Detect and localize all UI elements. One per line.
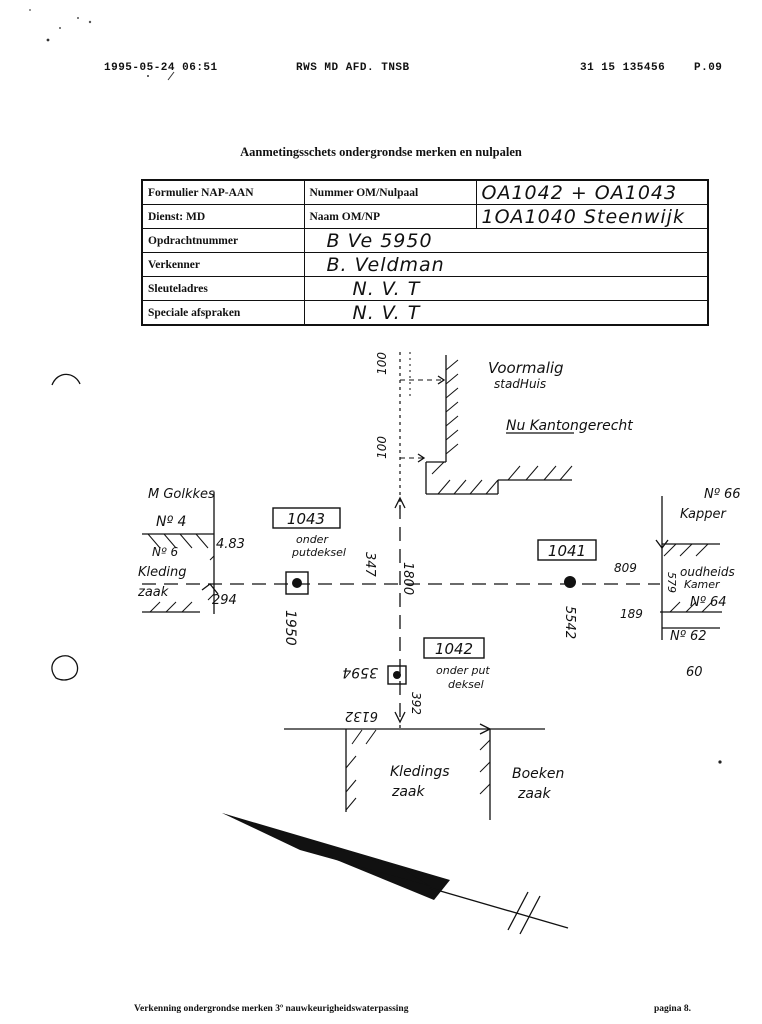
- form-value: 1OA1040 Steenwijk: [476, 205, 708, 229]
- measure-294: 294: [212, 593, 237, 608]
- measure-top1: 100: [375, 352, 389, 375]
- label-right-shop2: Kamer: [684, 578, 720, 591]
- benchmark-1041: [564, 576, 576, 588]
- label-bottom-shop2: zaak: [392, 784, 425, 800]
- form-label: Dienst: MD: [142, 205, 304, 229]
- label-townhall: stadHuis: [494, 377, 547, 391]
- document-title: Aanmetingsschets ondergrondse merken en nulpalen: [240, 145, 522, 159]
- form-value: N. V. T: [304, 277, 708, 301]
- measure-6132: 6132: [344, 708, 378, 723]
- form-label: Speciale afspraken: [142, 301, 304, 326]
- scan-specks: [29, 9, 722, 764]
- fax-page-number: P.09: [694, 62, 723, 74]
- measure-1800: 1800: [400, 562, 415, 596]
- form-value: OA1042 + OA1043: [476, 180, 708, 205]
- measure-809: 809: [614, 561, 637, 575]
- form-value: B Ve 5950: [304, 229, 708, 253]
- form-value: N. V. T: [304, 301, 708, 326]
- label-bottom-shop1: Kledings: [390, 764, 450, 780]
- measure-483: 4.83: [216, 537, 245, 552]
- marker-label-1043: 1043: [286, 510, 326, 528]
- label-left-no6: Nº 6: [152, 545, 179, 559]
- form-label: Formulier NAP-AAN: [142, 180, 304, 205]
- measure-392: 392: [409, 692, 423, 715]
- label-cover-1043a: onder: [296, 533, 328, 546]
- fax-sender: RWS MD AFD. TNSB: [296, 62, 410, 74]
- footer-page: pagina 8.: [654, 1004, 691, 1014]
- marker-label-1042: 1042: [434, 640, 474, 658]
- label-left-shop2: zaak: [138, 585, 169, 600]
- measure-3594: 3594: [342, 664, 378, 680]
- label-right-no62: Nº 62: [670, 629, 707, 644]
- hole-punch-marks: [52, 374, 80, 680]
- label-right-60: 60: [686, 665, 703, 680]
- label-former: Voormalig: [488, 359, 564, 377]
- label-cover-1043b: putdeksel: [292, 546, 346, 559]
- measure-579: 579: [665, 572, 678, 593]
- form-label: Opdrachtnummer: [142, 229, 304, 253]
- form-value: B. Veldman: [304, 253, 708, 277]
- label-right-shop1: oudheids: [680, 565, 735, 579]
- benchmark-1042: [393, 671, 401, 679]
- label-left-owner: M Golkkes: [148, 487, 215, 502]
- label-bottom-right2: zaak: [518, 786, 551, 802]
- measure-1950: 1950: [282, 610, 298, 646]
- measure-189: 189: [620, 607, 643, 621]
- footer-caption: Verkenning ondergrondse merken 3º nauwkeurigheidswaterpassing: [134, 1004, 409, 1014]
- label-right-no64: Nº 64: [690, 595, 727, 610]
- fax-datetime: 1995-05-24 06:51: [104, 62, 218, 74]
- label-right-kapper: Kapper: [680, 507, 726, 522]
- label-court: Nu Kantongerecht: [506, 418, 633, 434]
- label-right-no66: Nº 66: [704, 487, 741, 502]
- form-field: Naam OM/NP: [304, 205, 476, 229]
- form-field: Nummer OM/Nulpaal: [304, 180, 476, 205]
- benchmark-1043: [292, 578, 302, 588]
- label-cover-1042b: deksel: [448, 678, 484, 691]
- fax-phone: 31 15 135456: [580, 62, 666, 74]
- measure-top2: 100: [375, 436, 389, 459]
- form-label: Sleuteladres: [142, 277, 304, 301]
- measure-5542: 5542: [562, 606, 577, 640]
- label-bottom-right1: Boeken: [512, 766, 565, 782]
- form-label: Verkenner: [142, 253, 304, 277]
- label-left-no4: Nº 4: [156, 514, 187, 530]
- label-left-shop1: Kleding: [138, 565, 187, 580]
- marker-label-1041: 1041: [547, 542, 587, 560]
- measure-347: 347: [362, 552, 377, 577]
- label-cover-1042a: onder put: [436, 664, 490, 677]
- north-arrow-icon: [222, 813, 568, 934]
